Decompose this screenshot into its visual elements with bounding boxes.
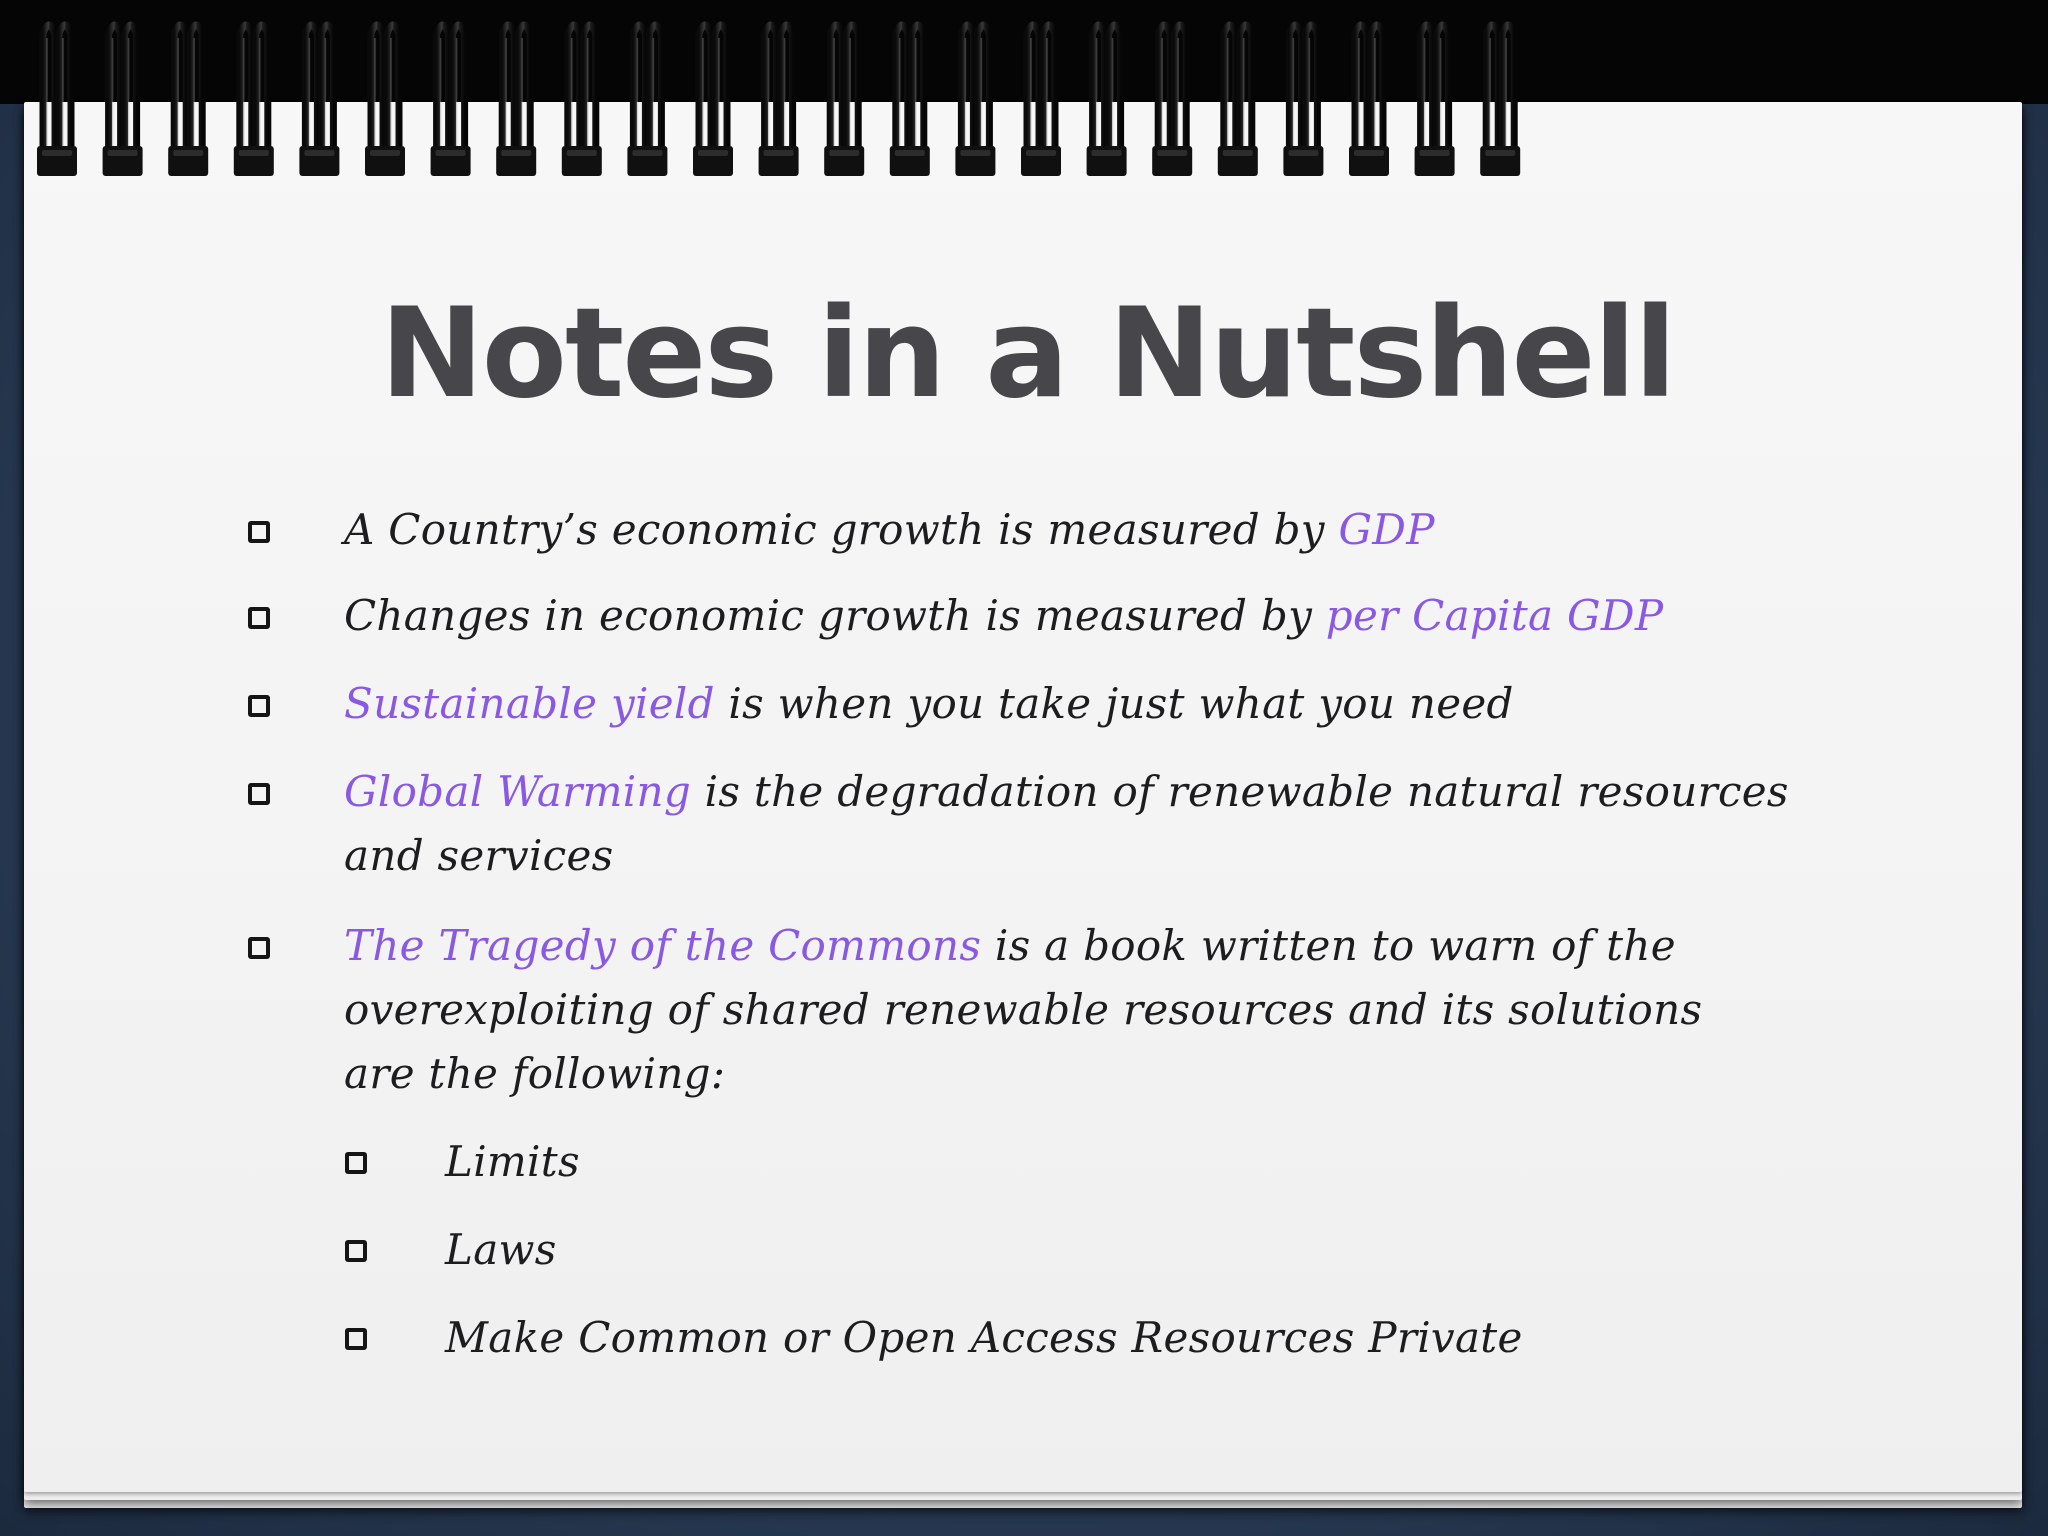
- checkbox-icon: [345, 1152, 367, 1174]
- key-term: The Tragedy of the Commons: [344, 921, 982, 970]
- sub-bullet-limits: Limits: [445, 1137, 580, 1186]
- key-term: GDP: [1338, 505, 1435, 554]
- top-background-band: [0, 0, 2048, 104]
- bullet-text: is the degradation of renewable natural resources and services: [344, 767, 1789, 880]
- checkbox-icon: [248, 695, 270, 717]
- bullet-item-global-warming: [344, 760, 1864, 888]
- sub-bullet-make-private: Make Common or Open Access Resources Private: [445, 1313, 1523, 1362]
- checkbox-icon: [248, 607, 270, 629]
- bullet-item-per-capita-gdp: [344, 584, 1844, 648]
- bullet-item-gdp: [344, 498, 1844, 562]
- bullet-text: Changes in economic growth is measured by: [344, 591, 1326, 640]
- key-term: per Capita GDP: [1325, 591, 1664, 640]
- bullet-text: is when you take just what you need: [714, 679, 1514, 728]
- bullet-item-tragedy-of-the-commons: [344, 914, 1774, 1106]
- checkbox-icon: [248, 521, 270, 543]
- page-title: Notes in a Nutshell: [380, 282, 1675, 426]
- bullet-text: is a book written to warn of the overexploiting of shared renewable resources and its solutions are the following:: [344, 921, 1703, 1098]
- checkbox-icon: [345, 1240, 367, 1262]
- sub-bullet-laws: Laws: [445, 1225, 557, 1274]
- key-term: Sustainable yield: [344, 679, 715, 728]
- checkbox-icon: [345, 1328, 367, 1350]
- key-term: Global Warming: [344, 767, 692, 816]
- checkbox-icon: [248, 783, 270, 805]
- bullet-item-sustainable-yield: [344, 672, 1844, 736]
- checkbox-icon: [248, 937, 270, 959]
- bullet-text: A Country’s economic growth is measured by: [344, 505, 1339, 554]
